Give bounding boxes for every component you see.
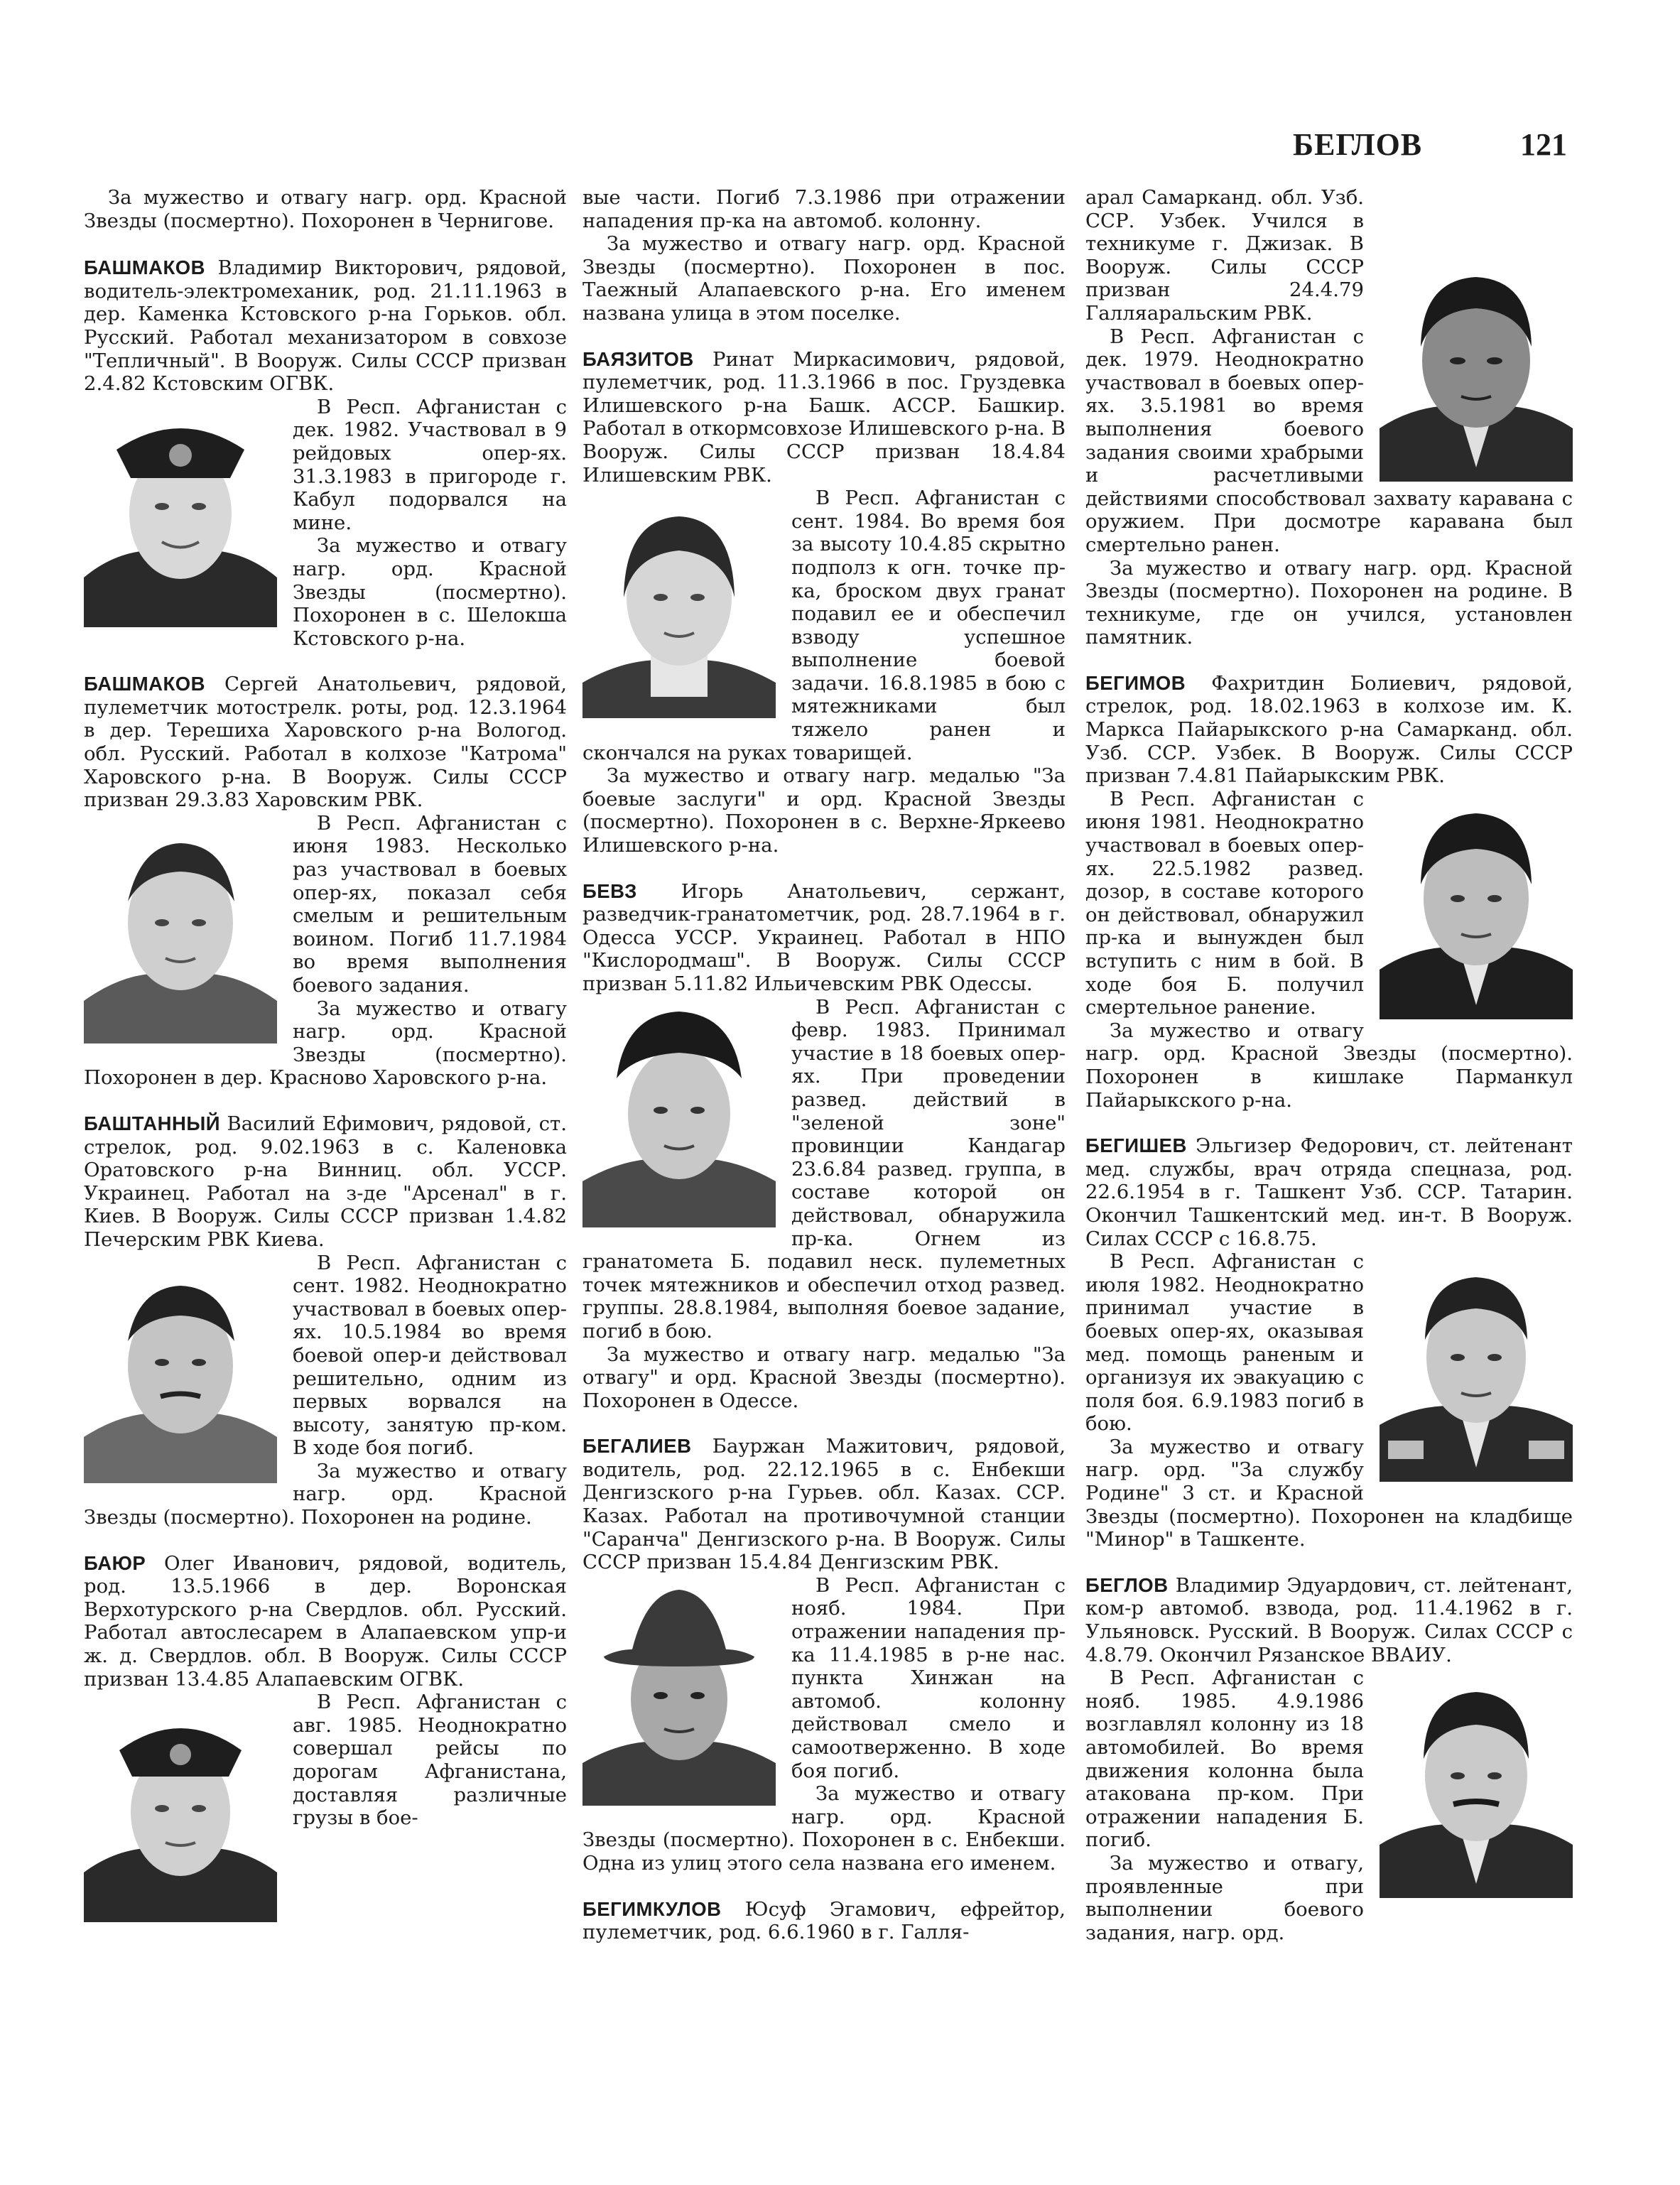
entry-name: БЕГАЛИЕВ <box>582 1435 692 1458</box>
entry-paragraph: За мужество и отвагу нагр. орд. Красной Звезды (посмертно). Похоронен в дер. Красново Харовского р-на. <box>84 997 567 1090</box>
entry-name: БЕГИШЕВ <box>1085 1134 1187 1157</box>
entry-body: Владимир Эдуардович, ст. лейтенант, ком-р автомоб. взвода, род. 11.4.1962 в г. Ульяновск. Русский. В Вооруж. Силах СССР с 4.8.79. Окончил Рязанское ВВАИУ. <box>1085 1573 1573 1666</box>
entry-paragraph: В Респ. Афганистан с июня 1983. Несколько раз участвовал в боевых опер-ях, показал себя смелым и решительным воином. Погиб 11.7.1984 во время выполнения боевого задания. <box>293 811 567 997</box>
entry-begishev <box>1085 1134 1573 1551</box>
continuation-text: арал Самарканд. обл. Узб. ССР. Узбек. Учился в техникуме г. Джизак. В Вооруж. Силы СССР призван 24.4.79 Галляаральским РВК. <box>1085 186 1364 325</box>
entry-name: БАШМАКОВ <box>84 256 206 279</box>
portrait-photo <box>1380 792 1573 1019</box>
portrait-bayur <box>84 1695 277 1922</box>
portrait-photo <box>84 1256 277 1483</box>
portrait-begimov <box>1380 792 1573 1019</box>
entry-paragraph: За мужество и отвагу нагр. орд. Красной Звезды (посмертно). Похоронен в кишлаке Парманкул Пайарыкского р-на. <box>1085 1019 1573 1112</box>
entry-bashmakov-sergey <box>84 673 567 1090</box>
entry-paragraph: В Респ. Афганистан с июля 1982. Неоднократно принимал участие в боевых опер-ях, оказывая мед. помощь раненым и организуя их эвакуацию с поля боя. 6.9.1983 погиб в бою. <box>1085 1250 1364 1436</box>
entry-name: БЕГИМОВ <box>1085 671 1186 694</box>
portrait-bayazitov <box>582 491 776 718</box>
column-2 <box>582 186 1066 1967</box>
portrait-bevz <box>582 1000 776 1227</box>
entry-paragraph: За мужество и отвагу нагр. орд. Красной Звезды (посмертно). Похоронен на родине. <box>84 1459 567 1529</box>
entry-paragraph: В Респ. Афганистан с сент. 1984. Во время боя за высоту 10.4.85 скрытно подполз к огн. точке пр-ка, броском двух гранат подавил ее и обеспечил взводу успешное выполнение боевой задачи. 16.8.1985 в бою с мятежниками был тяжело ранен и скончался на руках товарищей. <box>582 487 1066 764</box>
portrait-photo <box>1380 1254 1573 1482</box>
entry-bevz <box>582 880 1066 1413</box>
portrait-bashtanny <box>84 1256 277 1483</box>
entry-paragraph: За мужество и отвагу нагр. орд. Красной Звезды (посмертно). Похоронен в с. Енбекши. Одна из улиц этого села названа его именем. <box>582 1782 1066 1875</box>
entry-name: БЕГЛОВ <box>1085 1573 1169 1596</box>
entry-beglov <box>1085 1574 1573 1945</box>
entry-paragraph: За мужество и отвагу нагр. медалью "За отвагу" и орд. Красной Звезды (посмертно). Похоронен в Одессе. <box>582 1343 1066 1412</box>
entry-paragraph: В Респ. Афганистан с нояб. 1984. При отражении нападения пр-ка 11.4.1985 в р-не нас. пункта Хинжан на автомоб. колонну действовал смело и самоотверженно. В ходе боя погиб. <box>791 1573 1066 1782</box>
entry-body: Ринат Миркасимович, рядовой, пулеметчик, род. 11.3.1966 в пос. Груздевка Илишевского р-на Башк. АССР. Башкир. Работал в откормсовхозе Илишевского р-на. В Вооруж. Силы СССР призван 18.4.84 Илишевским РВК. <box>582 347 1066 487</box>
portrait-photo <box>84 1695 277 1922</box>
entry-name: БЕГИМКУЛОВ <box>582 1897 722 1920</box>
entry-bashmakov-vladimir <box>84 256 567 650</box>
entry-body: Олег Иванович, рядовой, водитель, род. 13.5.1966 в дер. Воронская Верхотурского р-на Свердлов. обл. Русский. Работал автослесарем в Алапаевском упр-и ж. д. Свердлов. обл. В Вооруж. Силы СССР призван 13.4.85 Алапаевским ОГВК. <box>84 1551 568 1691</box>
entry-body: Игорь Анатольевич, сержант, разведчик-гранатометчик, род. 28.7.1964 в г. Одесса УССР. Украинец. Работал в НПО "Кислородмаш". В Вооруж. Силы СССР призван 5.11.82 Ильичевским РВК Одессы. <box>582 879 1066 995</box>
page-number: 121 <box>1520 127 1567 162</box>
entry-paragraph: За мужество и отвагу, проявленные при выполнении боевого задания, нагр. орд. <box>1085 1851 1364 1944</box>
portrait-beglov <box>1380 1671 1573 1898</box>
portrait-photo <box>582 1578 776 1806</box>
entry-body: Юсуф Эгамович, ефрейтор, пулеметчик, род. 6.6.1960 в г. Галля- <box>582 1897 1066 1944</box>
portrait-begishev <box>1380 1254 1573 1482</box>
entry-body: Бауржан Мажитович, рядовой, водитель, род. 22.12.1965 в с. Енбекши Денгизского р-на Гурьев. обл. Казах. ССР. Казах. Работал на противочумной станции "Саранча" Денгизского р-на. В Вооруж. Силы СССР призван 15.4.84 Денгизским РВК. <box>582 1435 1066 1574</box>
portrait-photo <box>1380 1671 1573 1898</box>
running-header-word: БЕГЛОВ <box>1293 127 1423 162</box>
portrait-begimkulov <box>1380 254 1573 482</box>
entry-body: Фахритдин Болиевич, рядовой, стрелок, род. 18.02.1963 в колхозе им. К. Маркса Пайарыкского р-на Самарканд. обл. Узб. ССР. Узбек. В Вооруж. Силы СССР призван 7.4.81 Пайарыкским РВК. <box>1085 671 1573 788</box>
entry-paragraph: В Респ. Афганистан с сент. 1982. Неоднократно участвовал в боевых опер-ях. 10.5.1984 во время боевой опер-и действовал решительно, одним из первых ворвался на высоту, занятую пр-ком. В ходе боя погиб. <box>293 1251 567 1460</box>
continuation-text: вые части. Погиб 7.3.1986 при отражении нападения пр-ка на автомоб. колонну. <box>582 186 1066 232</box>
entry-paragraph: За мужество и отвагу нагр. орд. "За службу Родине" 3 ст. и Красной Звезды (посмертно). Похоронен на кладбище "Минор" в Ташкенте. <box>1085 1435 1573 1551</box>
portrait-bashmakov-vladimir <box>84 400 277 627</box>
portrait-photo <box>582 491 776 718</box>
portrait-bashmakov-sergey <box>84 816 277 1043</box>
entry-paragraph: В Респ. Афганистан с февр. 1983. Принимал участие в 18 боевых опер-ях. При проведении развед. действий в "зеленой зоне" провинции Кандагар 23.6.84 развед. группа, в составе которой он действовал, обнаружила пр-ка. Огнем из гранатомета Б. подавил неск. пулеметных точек мятежников и обеспечил отход развед. группы. 28.8.1984, выполняя боевое задание, погиб в бою. <box>582 995 1066 1343</box>
portrait-begaliev <box>582 1578 776 1806</box>
column-3 <box>1085 186 1573 1967</box>
entry-body: Владимир Викторович, рядовой, водитель-электромеханик, род. 21.11.1963 в дер. Каменка Кстовского р-на Горьков. обл. Русский. Работал механизатором в совхозе "Тепличный". В Вооруж. Силы СССР призван 2.4.82 Кстовским ОГВК. <box>84 256 567 396</box>
entry-begaliev <box>582 1435 1066 1875</box>
entry-body: Василий Ефимович, рядовой, ст. стрелок, род. 9.02.1963 в с. Каленовка Оратовского р-на Винниц. обл. УССР. Украинец. Работал на з-де "Арсенал" в г. Киев. В Вооруж. Силы СССР призван 1.4.82 Печерским РВК Киева. <box>84 1112 567 1251</box>
entry-bayur <box>84 1552 567 1830</box>
entry-body: Сергей Анатольевич, рядовой, пулеметчик мотострелк. роты, род. 12.3.1964 в дер. Терешиха Харовского р-на Вологод. обл. Русский. Работал в колхозе "Катрома" Харовского р-на. В Вооруж. Силы СССР призван 29.3.83 Харовским РВК. <box>84 673 568 812</box>
portrait-photo <box>582 1000 776 1227</box>
entry-bayazitov <box>582 348 1066 857</box>
entry-name: БАШТАННЫЙ <box>84 1112 221 1134</box>
portrait-photo <box>84 400 277 627</box>
portrait-photo <box>1380 254 1573 482</box>
column-1 <box>84 186 567 1926</box>
entry-paragraph: В Респ. Афганистан с авг. 1985. Неоднократно совершал рейсы по дорогам Афганистана, доставляя различные грузы в бое- <box>293 1691 567 1830</box>
entry-paragraph: В Респ. Афганистан с дек. 1982. Участвовал в 9 рейдовых опер-ях. 31.3.1983 в пригороде г. Кабул подорвался на мине. <box>293 395 567 534</box>
continuation-text: За мужество и отвагу нагр. орд. Красной Звезды (посмертно). Похоронен в Чернигове. <box>84 186 567 232</box>
entry-paragraph: В Респ. Афганистан с нояб. 1985. 4.9.1986 возглавлял колонну из 18 автомобилей. Во время движения колонна была атакована пр-ком. При отражении нападения Б. погиб. <box>1085 1666 1364 1852</box>
continuation-text: В Респ. Афганистан с дек. 1979. Неоднократно участвовал в боевых опер-ях. 3.5.1981 во время выполнения боевого задания своими храбрыми и расчетливыми действиями способствовал захвату каравана с оружием. При досмотре каравана был смертельно ранен. <box>1085 325 1573 556</box>
continuation-text: За мужество и отвагу нагр. орд. Красной Звезды (посмертно). Похоронен на родине. В техникуме, где он учился, установлен памятник. <box>1085 556 1573 649</box>
entry-name: БАЯЗИТОВ <box>582 347 694 370</box>
entry-name: БАШМАКОВ <box>84 673 206 695</box>
entry-paragraph: За мужество и отвагу нагр. медалью "За боевые заслуги" и орд. Красной Звезды (посмертно). Похоронен в с. Верхне-Яркеево Илишевского р-на. <box>582 764 1066 857</box>
entry-begimov <box>1085 672 1573 1112</box>
entry-paragraph: В Респ. Афганистан с июня 1981. Неоднократно участвовал в боевых опер-ях. 22.5.1982 развед. дозор, в составе которого он действовал, обнаружил пр-ка и вынужден был вступить с ним в бой. В ходе боя Б. получил смертельное ранение. <box>1085 787 1364 1019</box>
entry-name: БАЮР <box>84 1551 146 1574</box>
entry-body: Эльгизер Федорович, ст. лейтенант мед. службы, врач отряда спецназа, род. 22.6.1954 в г. Ташкент Узб. ССР. Татарин. Окончил Ташкентский мед. ин-т. В Вооруж. Силах СССР с 16.8.75. <box>1085 1134 1573 1250</box>
continuation-text: За мужество и отвагу нагр. орд. Красной Звезды (посмертно). Похоронен в пос. Таежный Алапаевского р-на. Его именем названа улица в этом поселке. <box>582 232 1066 325</box>
entry-begimkulov <box>582 1898 1066 1944</box>
entry-paragraph: За мужество и отвагу нагр. орд. Красной Звезды (посмертно). Похоронен в с. Шелокша Кстовского р-на. <box>293 534 567 650</box>
entry-name: БЕВЗ <box>582 879 637 902</box>
portrait-photo <box>84 816 277 1043</box>
entry-bashtanny <box>84 1112 567 1529</box>
